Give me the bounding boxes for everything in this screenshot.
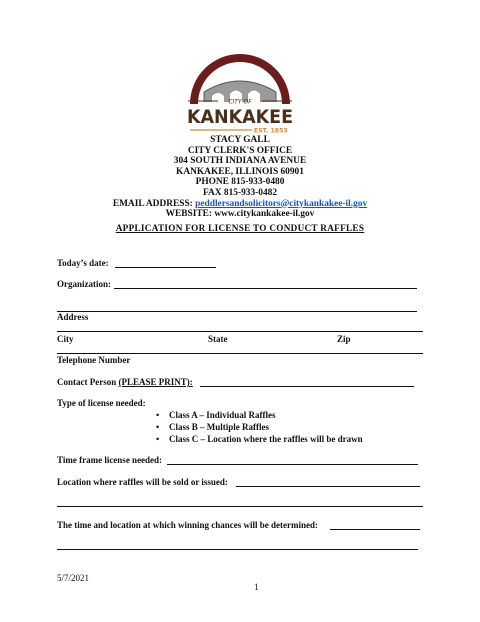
office-street: 304 SOUTH INDIANA AVENUE: [173, 156, 307, 167]
telephone-label: Telephone Number: [57, 355, 131, 365]
address-field[interactable]: [57, 311, 417, 312]
office-website: WEBSITE: www.citykankakee-il.gov: [165, 209, 315, 220]
clerk-office: CITY CLERK'S OFFICE: [187, 145, 293, 156]
contact-person-label: Contact Person: [57, 377, 117, 387]
zip-label: Zip: [337, 334, 351, 344]
logo-city-of: CITY OF: [228, 98, 252, 106]
location-sold-label: Location where raffles will be sold or issued:: [57, 477, 228, 487]
clerk-name: STACY GALL: [210, 135, 270, 145]
page-number: 1: [254, 582, 259, 592]
email-label: EMAIL ADDRESS:: [112, 198, 193, 209]
organization-label: Organization:: [57, 279, 111, 289]
city-of-kankakee-logo: [180, 52, 300, 136]
time-frame-field[interactable]: [167, 464, 418, 465]
license-class-a: • Class A – Individual Raffles: [156, 409, 363, 421]
please-print-label: (PLEASE PRINT):: [118, 377, 193, 387]
license-class-b: • Class B – Multiple Raffles: [156, 421, 363, 433]
organization-field[interactable]: [114, 288, 417, 289]
winning-time-location-field[interactable]: [330, 529, 420, 530]
logo-est: EST. 1853: [254, 127, 288, 135]
city-label: City: [57, 334, 74, 344]
office-city: KANKAKEE, ILLINOIS 60901: [176, 166, 304, 177]
footer-date: 5/7/2021: [57, 573, 90, 583]
contact-person-field[interactable]: [200, 386, 414, 387]
state-label: State: [208, 334, 228, 344]
license-type-label: Type of license needed:: [57, 398, 146, 408]
winning-time-location-field-2[interactable]: [57, 549, 418, 550]
office-phone: PHONE 815-933-0480: [195, 177, 285, 188]
office-fax: FAX 815-933-0482: [202, 188, 278, 198]
city-state-zip-field[interactable]: [57, 331, 423, 332]
todays-date-field[interactable]: [115, 267, 216, 268]
office-email-row: [0, 199, 480, 210]
location-sold-field[interactable]: [236, 486, 420, 487]
address-label: Address: [57, 312, 89, 322]
logo-name: KANKAKEE: [187, 106, 293, 128]
license-type-list: [156, 409, 363, 445]
todays-date-label: Today’s date:: [57, 258, 109, 268]
application-title: APPLICATION FOR LICENSE TO CONDUCT RAFFLES: [115, 223, 365, 233]
contact-person-row: [57, 377, 193, 387]
telephone-field[interactable]: [57, 353, 423, 354]
location-sold-field-2[interactable]: [57, 506, 423, 507]
winning-time-location-label: The time and location at which winning chances will be determined:: [57, 520, 319, 530]
license-class-c: • Class C – Location where the raffles will be drawn: [156, 433, 363, 445]
time-frame-label: Time frame license needed:: [57, 455, 163, 465]
email-link[interactable]: peddlersandsolicitors@citykankakee-il.gov: [195, 198, 368, 209]
